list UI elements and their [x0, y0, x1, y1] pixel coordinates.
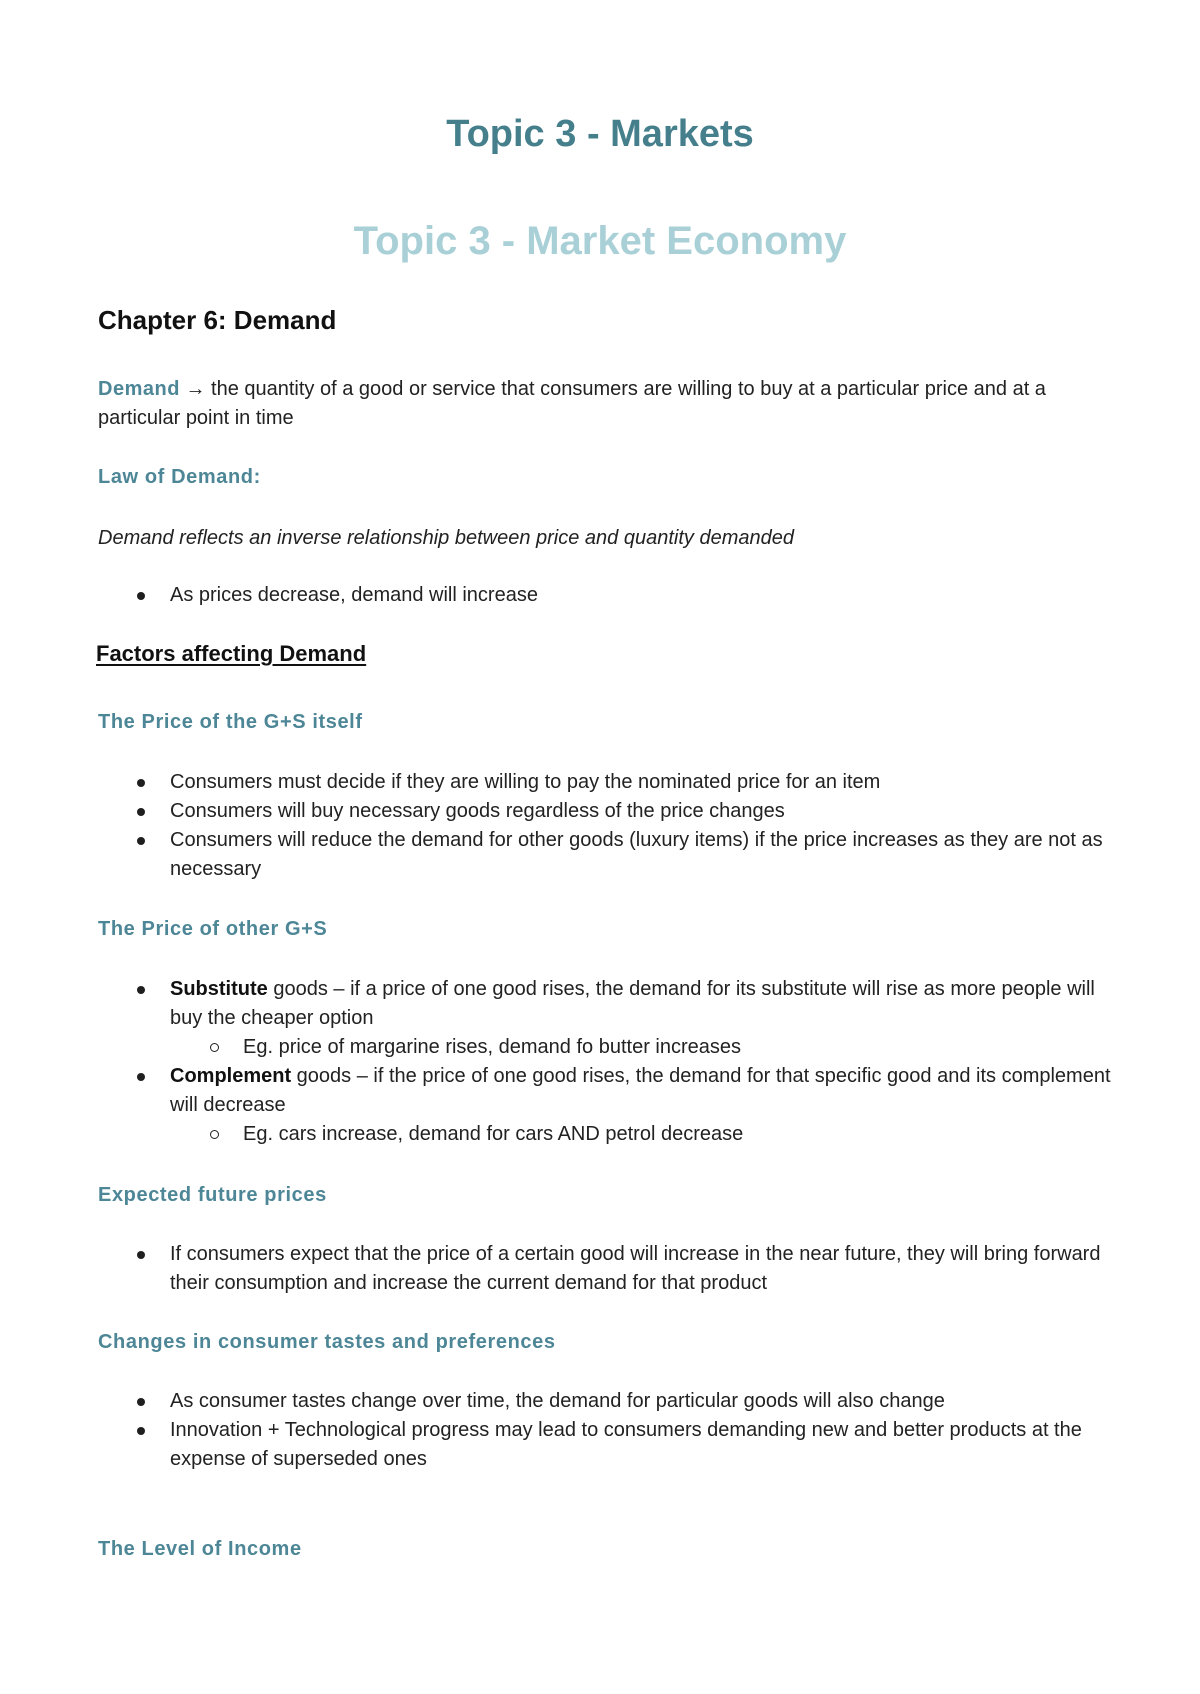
bullet-icon — [137, 986, 145, 994]
demand-term: Demand — [98, 378, 180, 400]
bullet-icon — [137, 779, 145, 787]
list-item: Eg. price of margarine rises, demand fo butter increases — [0, 1033, 1123, 1062]
tastes-heading: Changes in consumer tastes and preferences — [98, 1331, 556, 1353]
list-item: If consumers expect that the price of a certain good will increase in the near future, they will bring forward their consumption and increase the current demand for that product — [0, 1240, 1120, 1298]
demand-definition — [98, 375, 1108, 433]
list-item: Consumers must decide if they are willing to pay the nominated price for an item — [0, 768, 1120, 797]
tastes-list — [0, 1387, 1200, 1474]
expected-prices-list — [0, 1240, 1200, 1298]
expected-prices-heading: Expected future prices — [98, 1184, 327, 1206]
list-item: As consumer tastes change over time, the demand for particular goods will also change — [0, 1387, 1120, 1416]
substitute-term: Substitute — [170, 978, 268, 1000]
income-heading: The Level of Income — [98, 1538, 302, 1560]
list-item: Innovation + Technological progress may lead to consumers demanding new and better products at the expense of superseded ones — [0, 1416, 1120, 1474]
hollow-bullet-icon — [210, 1043, 219, 1052]
bullet-icon — [137, 808, 145, 816]
price-itself-heading: The Price of the G+S itself — [98, 711, 363, 733]
demand-definition-text: the quantity of a good or service that consumers are willing to buy at a particular price and at a particular point in time — [98, 378, 1046, 429]
price-other-heading: The Price of other G+S — [98, 918, 328, 940]
hollow-bullet-icon — [210, 1130, 219, 1139]
law-bullet-list — [0, 581, 1200, 610]
factors-heading: Factors affecting Demand — [96, 641, 367, 666]
law-of-demand-text: Demand reflects an inverse relationship between price and quantity demanded — [98, 527, 794, 549]
list-item: Complement goods – if the price of one good rises, the demand for that specific good and its complement will decrease — [0, 1062, 1120, 1120]
law-of-demand-heading: Law of Demand: — [98, 466, 261, 488]
arrow-icon: → — [185, 378, 206, 400]
bullet-icon — [137, 1427, 145, 1435]
bullet-icon — [137, 837, 145, 845]
bullet-icon — [137, 1398, 145, 1406]
list-item: Eg. cars increase, demand for cars AND petrol decrease — [0, 1120, 1123, 1149]
complement-term: Complement — [170, 1065, 292, 1087]
bullet-icon — [137, 592, 145, 600]
list-item: Consumers will buy necessary goods regardless of the price changes — [0, 797, 1120, 826]
bullet-icon — [137, 1073, 145, 1081]
document-subtitle: Topic 3 - Market Economy — [353, 219, 847, 263]
list-item: Consumers will reduce the demand for other goods (luxury items) if the price increases as they are not as necessary — [0, 826, 1120, 884]
chapter-heading: Chapter 6: Demand — [98, 305, 337, 335]
price-other-list — [0, 975, 1200, 1149]
list-item: Substitute goods – if a price of one good rises, the demand for its substitute will rise as more people will buy the cheaper option — [0, 975, 1120, 1033]
list-item: As prices decrease, demand will increase — [0, 581, 1120, 610]
bullet-icon — [137, 1251, 145, 1259]
price-itself-list — [0, 768, 1200, 884]
document-title: Topic 3 - Markets — [446, 113, 754, 155]
